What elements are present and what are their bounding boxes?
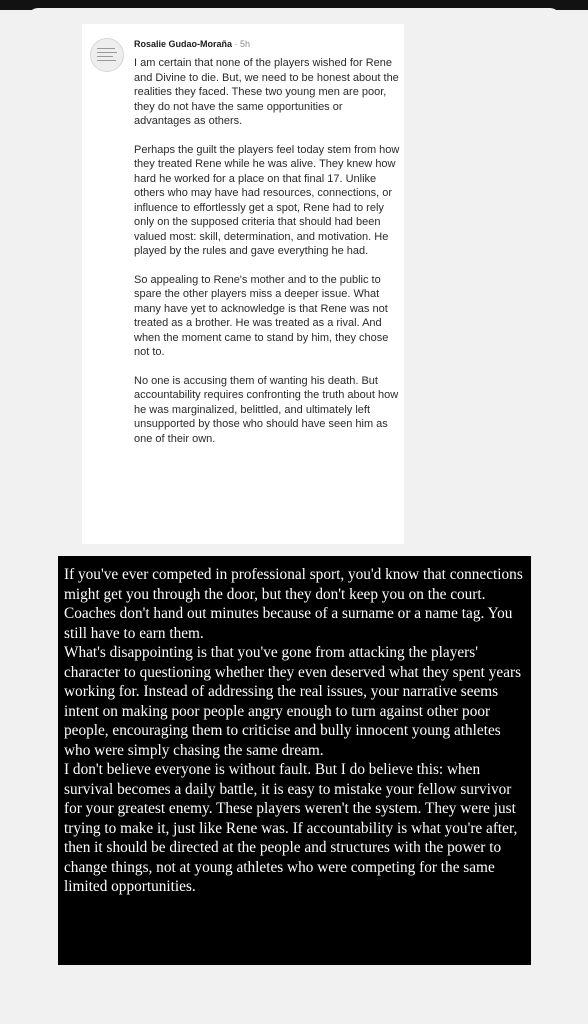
comment-paragraph: So appealing to Rene's mother and to the public to spare the other players miss a deeper issue. What many have yet to acknowledge is that Rene was not treated as a brother. He was treated as a rival. And when the moment came to stand by him, they chose not to.: [134, 273, 389, 358]
comment-card: [82, 24, 404, 544]
timestamp: 5h: [240, 39, 251, 49]
reply-paragraph: I don't believe everyone is without fault. But I do believe this: when survival becomes a daily battle, it is easy to mistake your fellow survivor for your greatest enemy. These players weren't the system. They were just trying to make it, just like Rene was. If accountability is what you're after, then it should be directed at the people and structures with the power to change things, not at young athletes who were competing for the same limited opportunities.: [64, 761, 518, 895]
comment-body: [134, 56, 400, 460]
comment-paragraph: I am certain that none of the players wished for Rene and Divine to die. But, we need to be honest about the realities they faced. These two young men are poor, they do not have the same opportunities or advantages as others.: [134, 57, 399, 127]
reply-text-box: [58, 556, 531, 965]
comment-header: [134, 39, 250, 49]
comment-paragraph: Perhaps the guilt the players feel today stem from how they treated Rene while he was alive. They knew how hard he worked for a place on that final 17. Unlike others who may have had resources, connections, or influence to effortlessly get a spot, Rene had to rely only on the supposed criteria that should had been valued most: skill, determination, and motivation. He played by the rules and gave everything he had.: [134, 143, 400, 257]
author-name[interactable]: Rosalie Gudao-Moraña: [134, 39, 233, 49]
reply-paragraph: What's disappointing is that you've gone from attacking the players' character to questioning whether they even deserved what they spent years working for. Instead of addressing the real issues, your narrative seems intent on making poor people angry enough to turn against other poor people, encouraging them to criticise and bully innocent young athletes who were simply chasing the same dream.: [64, 644, 522, 759]
avatar[interactable]: [90, 38, 124, 72]
reply-paragraph: If you've ever competed in professional sport, you'd know that connections might get you through the door, but they don't keep you on the court. Coaches don't hand out minutes because of a surname or a name tag. You still have to earn them.: [64, 566, 523, 642]
comment-paragraph: No one is accusing them of wanting his death. But accountability requires confronting the truth about how he was marginalized, belittled, and ultimately left unsupported by those who should have seen him as one of their own.: [134, 374, 399, 445]
top-status-strip: [0, 0, 588, 10]
separator-dot: ·: [234, 39, 238, 49]
